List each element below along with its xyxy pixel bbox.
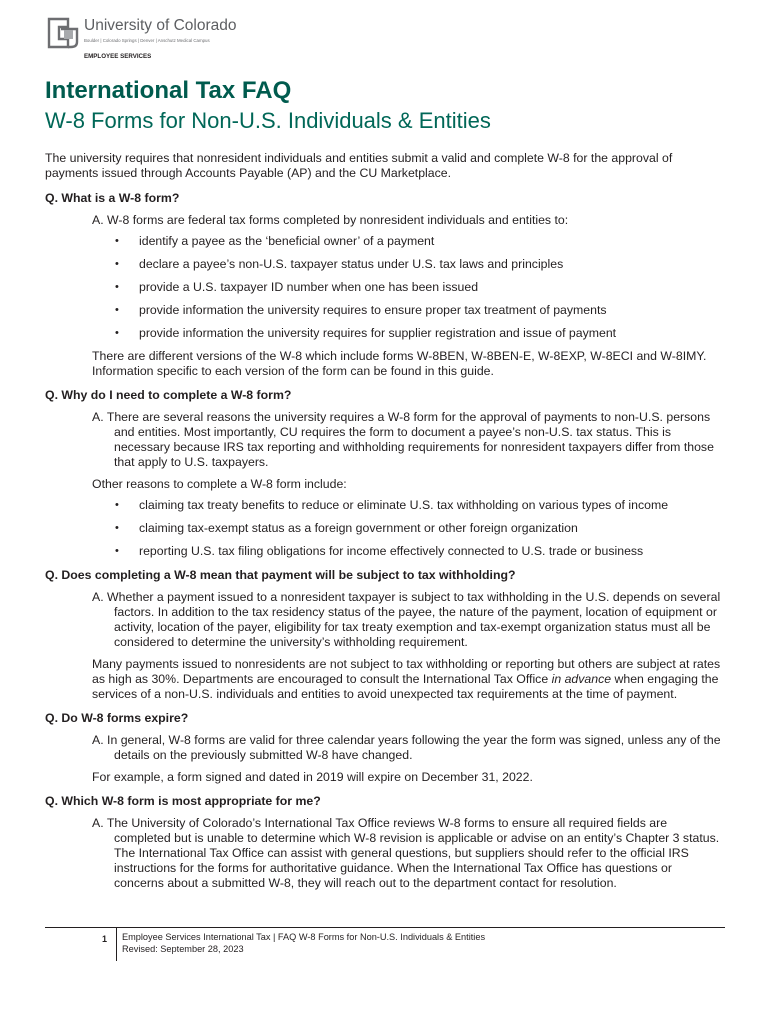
list-item: • reporting U.S. tax filing obligations for income effectively connected to U.S. trade or business (92, 544, 725, 559)
list-item: • provide a U.S. taxpayer ID number when one has been issued (92, 280, 725, 295)
footer-rule (45, 927, 725, 928)
answer-4 (92, 733, 725, 785)
university-name: University of Colorado (84, 17, 237, 34)
answer-1-list (92, 234, 725, 341)
department-name: EMPLOYEE SERVICES (84, 53, 152, 60)
answer-3-followup-end: when engaging the services of a non-U.S. individuals and entities to avoid unexpected tax requirements at the time of payment. (92, 672, 719, 701)
answer-2-text: A. There are several reasons the university requires a W-8 form for the approval of payments to non-U.S. persons and entities. Most importantly, CU requires the form to document a payee’s non-U.S. tax status. This is necessary because IRS tax reporting and withholding requirements for nonresident taxpayers differ from those that apply to U.S. taxpayers. (92, 410, 714, 469)
list-item: • declare a payee’s non-U.S. taxpayer status under U.S. tax laws and principles (92, 257, 725, 272)
list-item: • provide information the university requires to ensure proper tax treatment of payments (92, 303, 725, 318)
answer-2 (92, 410, 725, 559)
list-item: • claiming tax-exempt status as a foreign government or other foreign organization (92, 521, 725, 536)
answer-3-followup-start: Many payments issued to nonresidents are not subject to tax withholding or reporting but others are subject at rates as high as 30%. Departments are encouraged to consult the International Tax Office (92, 657, 721, 686)
footer-doc-title: Employee Services International Tax | FAQ W-8 Forms for Non-U.S. Individuals & Entities (122, 932, 486, 942)
answer-4-example: For example, a form signed and dated in 2019 will expire on December 31, 2022. (92, 770, 533, 784)
faq-content (45, 151, 725, 891)
answer-5-text: A. The University of Colorado’s International Tax Office reviews W-8 forms to ensure all required fields are completed but is unable to determine which W-8 revision is applicable or advise on an entity’s Chapter 3 status. The International Tax Office can assist with general questions, but suppliers should refer to the official IRS instructions for the forms for authoritative guidance. When the International Tax Office has questions or concerns about a submitted W-8, they will reach out to the department contact for resolution. (92, 816, 720, 890)
question-1: Q. What is a W-8 form? (45, 191, 180, 205)
answer-3-text: A. Whether a payment issued to a nonresident taxpayer is subject to tax withholding in the U.S. depends on several factors. In addition to the tax residency status of the payee, the nature of the payment, location of equipment or activity, location of the payer, eligibility for tax treaty exemption and tax-exempt organization status must all be considered to determine the university’s withholding requirement. (92, 590, 721, 649)
answer-1-text: A. W-8 forms are federal tax forms completed by nonresident individuals and entities to: (92, 213, 569, 227)
answer-5 (92, 816, 725, 891)
footer-divider (116, 927, 117, 961)
answer-3 (92, 590, 725, 702)
answer-4-text: A. In general, W-8 forms are valid for three calendar years following the year the form was signed, unless any of the details on the previously submitted W-8 have changed. (92, 733, 721, 762)
campus-list: Boulder | Colorado Springs | Denver | Anschutz Medical Campus (84, 38, 210, 43)
answer-2-other: Other reasons to complete a W-8 form include: (92, 477, 347, 491)
page-subtitle: W-8 Forms for Non-U.S. Individuals & Entities (45, 108, 491, 133)
question-5: Q. Which W-8 form is most appropriate for me? (45, 794, 321, 808)
answer-1-followup: There are different versions of the W-8 which include forms W-8BEN, W-8BEN-E, W-8EXP, W-8ECI and W-8IMY. Information specific to each version of the form can be found in this guide. (92, 349, 707, 378)
cu-logo-icon (46, 16, 80, 50)
question-2: Q. Why do I need to complete a W-8 form? (45, 388, 292, 402)
intro-paragraph: The university requires that nonresident individuals and entities submit a valid and complete W-8 for the approval of payments issued through Accounts Payable (AP) and the CU Marketplace. (45, 151, 673, 180)
answer-1 (92, 213, 725, 379)
list-item: • identify a payee as the ‘beneficial owner’ of a payment (92, 234, 725, 249)
footer-revised-date: Revised: September 28, 2023 (122, 944, 244, 954)
page-title: International Tax FAQ (45, 77, 292, 104)
page-footer (45, 927, 725, 961)
answer-3-emphasis: in advance (551, 672, 612, 686)
page-number: 1 (102, 934, 108, 944)
answer-2-list (92, 498, 725, 559)
cu-logo (46, 16, 266, 64)
question-3: Q. Does completing a W-8 mean that payment will be subject to tax withholding? (45, 568, 516, 582)
question-4: Q. Do W-8 forms expire? (45, 711, 189, 725)
list-item: • claiming tax treaty benefits to reduce or eliminate U.S. tax withholding on various types of income (92, 498, 725, 513)
answer-3-followup (92, 657, 725, 702)
list-item: • provide information the university requires for supplier registration and issue of payment (92, 326, 725, 341)
